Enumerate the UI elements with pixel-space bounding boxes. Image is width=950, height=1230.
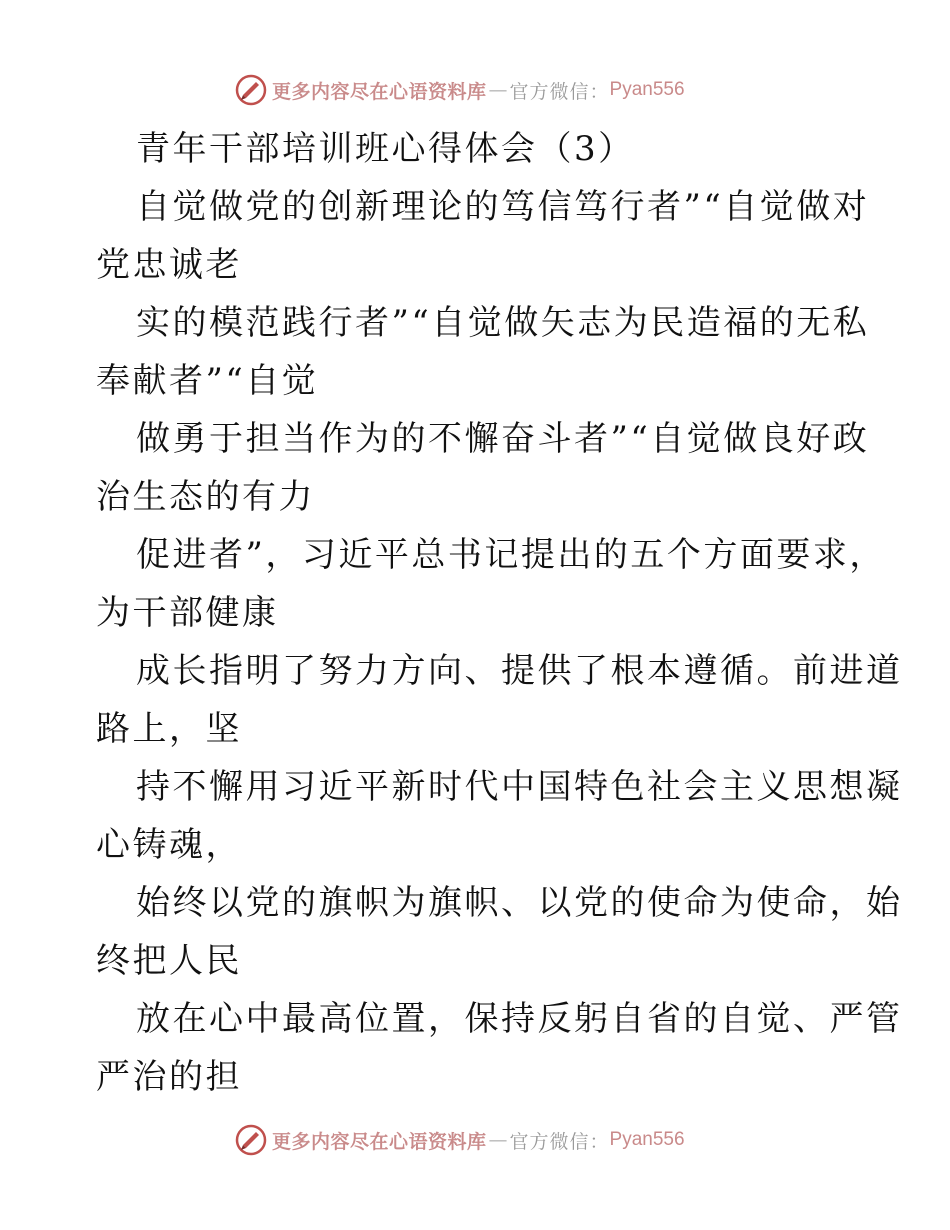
paragraph-line: 为干部健康 [96,593,279,633]
paragraph-line: 心铸魂， [96,825,242,865]
header-banner [234,70,685,110]
banner-brand-text: 更多内容尽在心语资料库 [272,1130,487,1153]
paragraph-line: 党忠诚老 [96,245,242,285]
paragraph-line: 做勇于担当作为的不懈奋斗者”“自觉做良好政 [136,419,870,459]
paragraph-line: 治生态的有力 [96,477,315,517]
document-title: 青年干部培训班心得体会（3） [136,129,635,169]
banner-brand-text: 更多内容尽在心语资料库 [272,80,487,103]
banner-official-label: 官方微信： [509,80,610,103]
pen-nib-circle-icon [234,1123,268,1157]
paragraph-line: 严治的担 [96,1057,242,1097]
paragraph-line: 持不懈用习近平新时代中国特色社会主义思想凝 [136,767,903,807]
paragraph-line: 路上，坚 [96,709,242,749]
paragraph-line: 放在心中最高位置，保持反躬自省的自觉、严管 [136,999,903,1039]
banner-dash: — [488,79,508,101]
banner-wechat-id: Pyan556 [609,1129,685,1150]
banner-dash: — [488,1129,508,1151]
banner-wechat-id: Pyan556 [609,79,685,100]
paragraph-line: 促进者”，习近平总书记提出的五个方面要求， [136,535,886,575]
paragraph-line: 自觉做党的创新理论的笃信笃行者”“自觉做对 [136,187,870,227]
footer-banner [234,1120,685,1160]
paragraph-line: 奉献者”“自觉 [96,361,319,401]
paragraph-line: 成长指明了努力方向、提供了根本遵循。前进道 [136,651,903,691]
paragraph-line: 实的模范践行者”“自觉做矢志为民造福的无私 [136,303,870,343]
pen-nib-circle-icon [234,73,268,107]
document-body [96,120,903,1106]
paragraph-line: 始终以党的旗帜为旗帜、以党的使命为使命，始 [136,883,903,923]
banner-official-label: 官方微信： [509,1130,610,1153]
paragraph-line: 终把人民 [96,941,242,981]
